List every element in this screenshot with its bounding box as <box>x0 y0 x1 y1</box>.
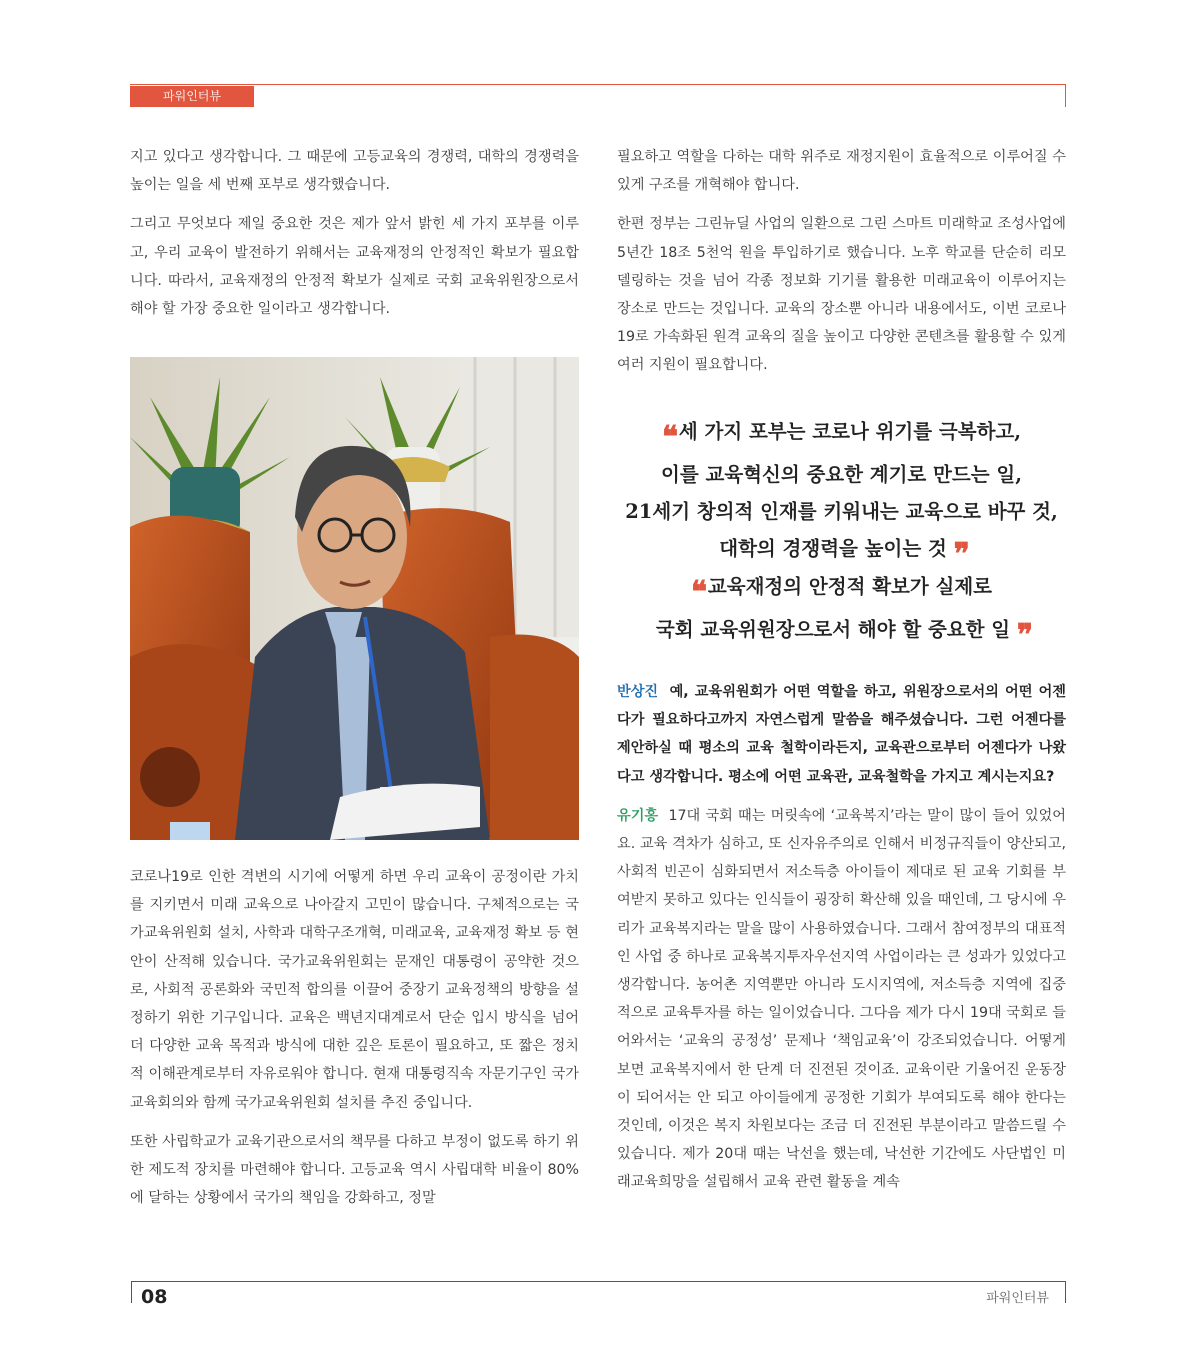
footer-rule <box>131 1281 1066 1282</box>
magazine-name: 파워인터뷰 <box>986 1291 1049 1306</box>
answer-text: 17대 국회 때는 머릿속에 ‘교육복지’라는 말이 많이 들어 있었어요. 교육 격차가 심하고, 또 신자유주의로 인해서 비정규직들이 양산되고, 사회적 빈곤이 심화되면서 저소득층 아이들이 제대로 된 교육 기회를 부여받지 못하고 있다는 인식들이 굉장히 확산해 있을 때인데, 그 당시에 우리가 교육복지라는 말을 많이 사용하였습니다. 그래서 참여정부의 대표적인 사업 중 하나로 교육복지투자우선지역 사업이라는 큰 성과가 있었다고 생각합니다. 농어촌 지역뿐만 아니라 도시지역에, 저소득층 지역에 집중적으로 교육투자를 하는 일이었습니다. 그다음 제가 다시 19대 국회로 들어와서는 ‘교육의 공정성’ 문제나 ‘책임교육’이 강조되었습니다. 어떻게 보면 교육복지에서 한 단계 더 진전된 것이죠. 교육이란 기울어진 운동장이 되어서는 안 되고 아이들에게 공정한 기회가 부여되도록 해야 한다는 것인데, 이것은 복지 차원보다는 조금 더 진전된 부분이라고 말씀드릴 수 있습니다. 제가 20대 때는 낙선을 했는데, 낙선한 기간에도 사단법인 미래교육희망을 설립해서 교육 관련 활동을 계속 <box>617 807 1066 1191</box>
speaker-name-interviewer: 반상진 <box>617 684 659 700</box>
close-quote-icon: ❞ <box>1016 618 1028 653</box>
quote-text: 대학의 경쟁력을 높이는 것 <box>719 537 947 560</box>
quote-text: 교육재정의 안정적 확보가 실제로 <box>707 575 993 598</box>
quote-line <box>617 413 1066 456</box>
interview-qa <box>617 678 1066 1197</box>
quote-line <box>617 530 1066 573</box>
quote-line: 21세기 창의적 인재를 키워내는 교육으로 바꾸 것, <box>625 500 1058 523</box>
pull-quote-2 <box>617 568 1066 654</box>
header-rule-end <box>1065 84 1066 107</box>
question-text: 예, 교육위원회가 어떤 역할을 하고, 위원장으로서의 어떤 어젠다가 필요하다고까지 자연스럽게 말씀을 해주셨습니다. 그런 어젠다를 제안하실 때 평소의 교육 철학이라든지, 교육관으로부터 어젠다가 나왔다고 생각합니다. 평소에 어떤 교육관, 교육철학을 가지고 계시는지요? <box>617 684 1066 785</box>
paragraph: 그리고 무엇보다 제일 중요한 것은 제가 앞서 밝힌 세 가지 포부를 이루고, 우리 교육이 발전하기 위해서는 교육재정의 안정적인 확보가 필요합니다. 따라서, 교육재정의 안정적 확보가 실제로 국회 교육위원장으로서 해야 할 가장 중요한 일이라고 생각합니다. <box>130 216 579 318</box>
left-column-bottom <box>130 863 579 1212</box>
answer-paragraph <box>617 802 1066 1197</box>
question-paragraph <box>617 678 1066 791</box>
paragraph: 지고 있다고 생각합니다. 그 때문에 고등교육의 경쟁력, 대학의 경쟁력을 높이는 일을 세 번째 포부로 생각했습니다. <box>130 149 579 194</box>
section-tag: 파워인터뷰 <box>130 86 254 107</box>
interview-photo <box>130 357 579 840</box>
quote-line <box>617 611 1066 654</box>
quote-line <box>617 568 1066 611</box>
paragraph: 또한 사립학교가 교육기관으로서의 책무를 다하고 부정이 없도록 하기 위한 제도적 장치를 마련해야 합니다. 고등교육 역시 사립대학 비율이 80%에 달하는 상황에서 국가의 책임을 강화하고, 정말 <box>130 1133 579 1207</box>
footer-rule-right <box>1065 1281 1066 1303</box>
right-column-top <box>617 143 1066 380</box>
footer-rule-left <box>131 1281 132 1303</box>
quote-line: 이를 교육혁신의 중요한 계기로 만드는 일, <box>661 463 1022 486</box>
left-column-top <box>130 143 579 323</box>
header-rule <box>130 84 1066 85</box>
open-quote-icon: ❝ <box>661 420 673 455</box>
paragraph: 필요하고 역할을 다하는 대학 위주로 재정지원이 효율적으로 이루어질 수 있게 구조를 개혁해야 합니다. <box>617 149 1066 194</box>
photo-illustration <box>130 357 579 840</box>
quote-text: 세 가지 포부는 코로나 위기를 극복하고, <box>678 420 1022 443</box>
page-number: 08 <box>141 1286 168 1308</box>
pull-quote-1 <box>617 413 1066 573</box>
speaker-name-interviewee: 유기홍 <box>617 807 659 824</box>
paragraph: 코로나19로 인한 격변의 시기에 어떻게 하면 우리 교육이 공정이란 가치를 지키면서 미래 교육으로 나아갈지 고민이 많습니다. 구체적으로는 국가교육위원회 설치, 사학과 대학구조개혁, 미래교육, 교육재정 확보 등 현안이 산적해 있습니다. 국가교육위원회는 문재인 대통령이 공약한 것으로, 사회적 공론화와 국민적 합의를 이끌어 중장기 교육정책의 방향을 설정하기 위한 기구입니다. 교육은 백년지대계로서 단순 입시 방식을 넘어 더 다양한 교육 목적과 방식에 대한 깊은 토론이 필요하고, 또 짧은 정치적 이해관계로부터 자유로워야 합니다. 현재 대통령직속 자문기구인 국가교육회의와 함께 국가교육위원회 설치를 추진 중입니다. <box>130 869 579 1111</box>
open-quote-icon: ❝ <box>690 575 702 610</box>
close-quote-icon: ❞ <box>953 537 964 572</box>
paragraph: 한편 정부는 그린뉴딜 사업의 일환으로 그린 스마트 미래학교 조성사업에 5년간 18조 5천억 원을 투입하기로 했습니다. 노후 학교를 단순히 리모델링하는 것을 넘어 각종 정보화 기기를 활용한 미래교육이 이루어지는 장소로 만드는 것입니다. 교육의 장소뿐 아니라 내용에서도, 이번 코로나19로 가속화된 원격 교육의 질을 높이고 다양한 콘텐츠를 활용할 수 있게 여러 지원이 필요합니다. <box>617 216 1066 374</box>
quote-text: 국회 교육위원장으로서 해야 할 중요한 일 <box>655 618 1011 641</box>
